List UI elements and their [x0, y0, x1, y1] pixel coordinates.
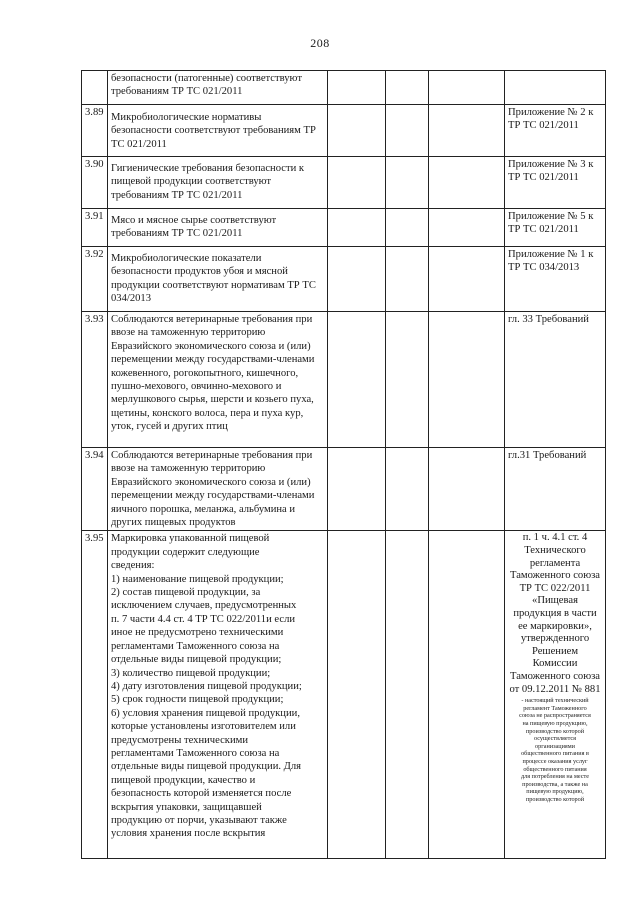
text-line: 4) дату изготовления пищевой продукции; [111, 680, 302, 692]
text-line: которые установлены изготовителем или [111, 721, 296, 733]
row-number: 3.94 [82, 448, 108, 531]
empty-cell [328, 312, 386, 448]
empty-cell [386, 247, 429, 312]
table-row [82, 247, 606, 312]
text-line: ее маркировки», [518, 620, 592, 632]
table-row [82, 209, 606, 247]
text-line: регламентами Таможенного союза на [111, 747, 280, 759]
text-line: отдельные виды пищевой продукции; [111, 654, 282, 666]
page-number: 208 [310, 36, 330, 50]
empty-cell [386, 448, 429, 531]
text-line: производство которой [525, 727, 585, 735]
empty-cell [328, 157, 386, 209]
text-line: иное не предусмотрено техническими [111, 627, 284, 639]
empty-cell [386, 71, 429, 105]
text-line: безопасность которой изменяется после [111, 788, 292, 800]
text-line: Маркировка упакованной пищевой [111, 533, 270, 545]
empty-cell [386, 531, 429, 859]
text-line: продукцию от порчи, указывают также [111, 814, 287, 826]
text-line: условия хранения после вскрытия [111, 828, 266, 840]
empty-cell [429, 157, 505, 209]
row-number: 3.91 [82, 209, 108, 247]
table-row [82, 448, 606, 531]
row-number: 3.89 [82, 105, 108, 157]
text-line: ТР ТС 022/2011 [519, 582, 591, 594]
empty-cell [328, 247, 386, 312]
text-line: предусмотрены техническими [111, 734, 248, 746]
text-line: производство которой [525, 795, 585, 803]
text-line: организациями [535, 742, 575, 750]
reference-cell: гл. 33 Требований [505, 312, 606, 448]
text-line: 3) количество пищевой продукции; [111, 667, 271, 679]
text-line: «Пищевая [532, 595, 578, 607]
text-line: процессе оказания услуг [522, 757, 588, 765]
empty-cell [328, 209, 386, 247]
text-line: 6) условия хранения пищевой продукции, [111, 707, 300, 719]
text-line: общественного питания [523, 765, 587, 773]
text-line: Комиссии [532, 658, 578, 670]
text-line: осуществляется [533, 735, 576, 743]
text-line: пищевой продукции, качество и [111, 774, 256, 786]
reference-cell: гл.31 Требований [505, 448, 606, 531]
table-row [82, 105, 606, 157]
empty-cell [386, 105, 429, 157]
text-line: союза не распространяется [519, 712, 591, 720]
empty-cell [429, 312, 505, 448]
text-line: для потребления на месте [520, 773, 590, 781]
text-line: производства, а также на [522, 780, 588, 788]
reference-cell [505, 71, 606, 105]
text-line: общественного питания в [521, 750, 589, 758]
table-row [82, 157, 606, 209]
text-line: 5) срок годности пищевой продукции; [111, 694, 284, 706]
empty-cell [429, 247, 505, 312]
text-line: 2) состав пищевой продукции, за [111, 587, 261, 599]
text-line: утвержденного [520, 633, 590, 645]
text-line: Технического [524, 545, 586, 557]
text-line: регламента [529, 557, 581, 569]
text-line: - настоящий технический [521, 697, 589, 705]
text-line: на пищевую продукцию, [522, 719, 588, 727]
requirement-text: Соблюдаются ветеринарные требования при ввозе на таможенную территорию Евразийского экономического союза и (или) перемещении между государствами-членами яичного порошка, меланжа, альбумина и других пищевых продуктов [108, 448, 328, 531]
text-line: от 09.12.2011 № 881 [509, 683, 601, 695]
text-line: Таможенного союза [510, 570, 600, 582]
text-line: 1) наименование пищевой продукции; [111, 573, 284, 585]
table-row [82, 531, 606, 859]
empty-cell [429, 209, 505, 247]
text-line: сведения: [111, 560, 155, 572]
row-number: 3.93 [82, 312, 108, 448]
reference-cell [505, 531, 606, 859]
regulation-footnote [508, 697, 602, 803]
row-number: 3.90 [82, 157, 108, 209]
requirement-text [108, 531, 328, 859]
requirements-table [81, 70, 606, 859]
reference-cell: Приложение № 2 к ТР ТС 021/2011 [505, 105, 606, 157]
requirement-text: Гигиенические требования безопасности к пищевой продукции соответствуют требованиям ТР ТС 021/2011 [108, 157, 328, 209]
row-number [82, 71, 108, 105]
text-line: регламентами Таможенного союза на [111, 640, 280, 652]
empty-cell [429, 71, 505, 105]
empty-cell [386, 157, 429, 209]
empty-cell [328, 531, 386, 859]
text-line: Решением [531, 645, 579, 657]
empty-cell [386, 312, 429, 448]
requirement-text: Соблюдаются ветеринарные требования при ввозе на таможенную территорию Евразийского экономического союза и (или) перемещении между государствами-членами кожевенного, рогокопытного, кишечного, пушно-мехового, овчинно-мехового и мерлушкового сырья, шерсти и козьего пуха, щетины, конского волоса, пера и пуха кур, уток, гусей и других птиц [108, 312, 328, 448]
text-line: п. 7 части 4.4 ст. 4 ТР ТС 022/2011и если [111, 613, 296, 625]
table-row [82, 312, 606, 448]
text-line: п. 1 ч. 4.1 ст. 4 [522, 532, 588, 544]
empty-cell [429, 531, 505, 859]
row-number: 3.92 [82, 247, 108, 312]
requirement-text: Микробиологические нормативы безопасности соответствуют требованиям ТР ТС 021/2011 [108, 105, 328, 157]
empty-cell [328, 71, 386, 105]
text-line: отдельные виды пищевой продукции. Для [111, 761, 302, 773]
text-line: пищевую продукцию, [526, 788, 584, 796]
text-line: продукция в части [513, 608, 597, 619]
reference-cell: Приложение № 1 к ТР ТС 034/2013 [505, 247, 606, 312]
row-number: 3.95 [82, 531, 108, 859]
table-row [82, 71, 606, 105]
text-line: вскрытия упаковки, защищавшей [111, 801, 262, 813]
empty-cell [429, 105, 505, 157]
requirement-text: безопасности (патогенные) соответствуют требованиям ТР ТС 021/2011 [108, 71, 328, 105]
empty-cell [429, 448, 505, 531]
text-line: исключением случаев, предусмотренных [111, 600, 297, 612]
reference-cell: Приложение № 5 к ТР ТС 021/2011 [505, 209, 606, 247]
regulation-reference [508, 532, 602, 696]
text-line: регламент Таможенного [523, 704, 587, 712]
marking-requirements [111, 532, 324, 840]
requirement-text: Микробиологические показатели безопасности продуктов убоя и мясной продукции соответствуют нормативам ТР ТС 034/2013 [108, 247, 328, 312]
text-line: Таможенного союза [510, 670, 600, 682]
requirement-text: Мясо и мясное сырье соответствуют требованиям ТР ТС 021/2011 [108, 209, 328, 247]
empty-cell [328, 105, 386, 157]
reference-cell: Приложение № 3 к ТР ТС 021/2011 [505, 157, 606, 209]
text-line: продукции содержит следующие [111, 546, 260, 558]
empty-cell [328, 448, 386, 531]
empty-cell [386, 209, 429, 247]
